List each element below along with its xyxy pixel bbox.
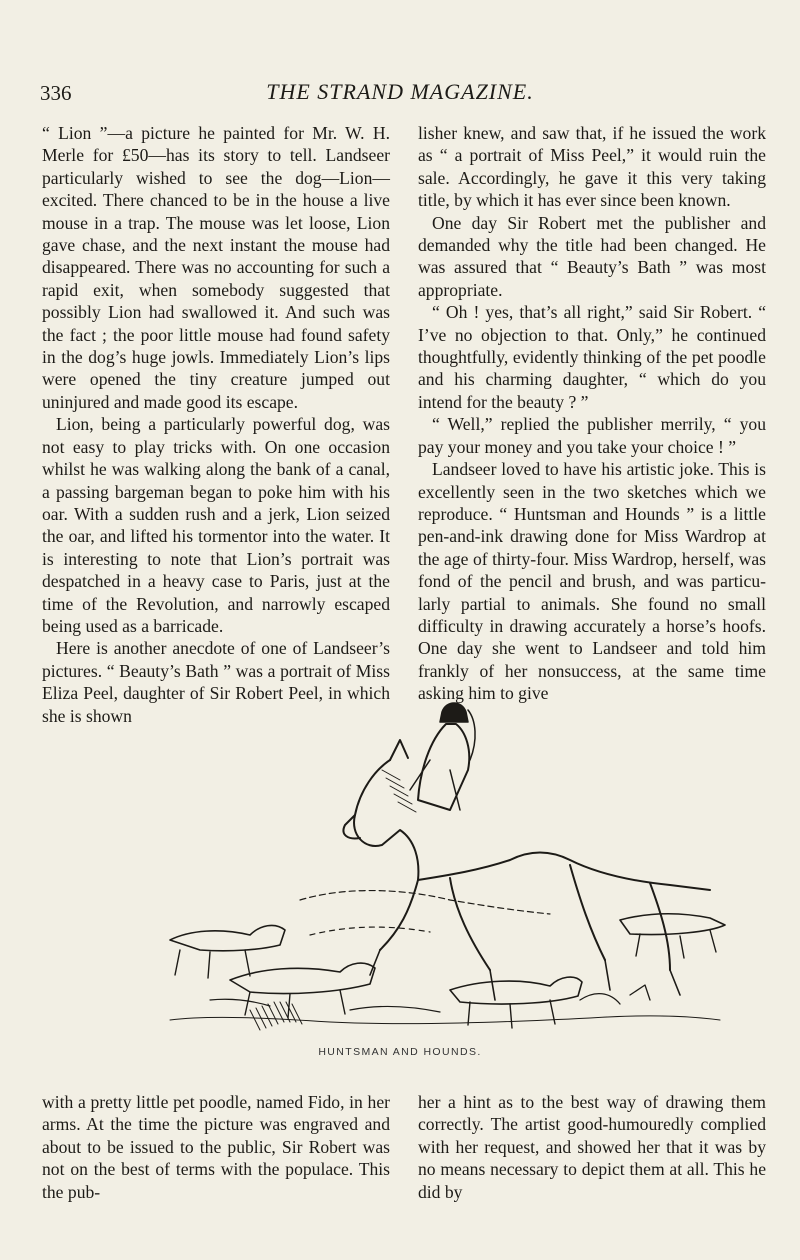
paragraph: Here is another anecdote of one of Landseer’s pictures. “ Beauty’s Bath ” was a portrait of Miss Eliza Peel, daughter of Sir Robert Peel, in which she is shown — [42, 638, 390, 726]
paragraph: “ Oh ! yes, that’s all right,” said Sir Robert. “ I’ve no objection to that. Only,” he continued thoughtfully, evidently thinking of the pet poodle and his charming daughter, “ which do you intend for the beauty ? ” — [418, 302, 766, 412]
paragraph: “ Lion ”—a picture he painted for Mr. W. H. Merle for £50—has its story to tell. Landseer particularly wished to see the dog—Lion—excited. There chanced to be in the house a live mouse in a trap. The mouse was let loose, Lion gave chase, and the next instant the mouse had disappeared. There was no accounting for such a rapid exit, when somebody suggested that possibly Lion had swallowed it. And such was the fact ; the poor little mouse had found safety in the dog’s huge jowls. Immediately Lion’s lips were opened the tiny creature jumped out uninjured and made good its escape. — [42, 123, 390, 412]
hound-middle — [230, 963, 375, 994]
paragraph: Landseer loved to have his artistic joke. This is excellently seen in the two sketches which we reproduce. “ Huntsman and Hounds ” is a little pen-and-ink drawing done for Miss Wardrop at the age of thirty-four. Miss Wardrop, herself, was fond of the pencil and brush, and was particularly partial to animals. She found no small difficulty in drawing accurately a horse’s hoofs. One day she went to Landseer and told him frankly of her nonsuccess, at the same time asking him to give — [418, 459, 766, 704]
illustration-caption: HUNTSMAN AND HOUNDS. — [318, 1046, 482, 1058]
paragraph: One day Sir Robert met the publisher and demanded why the title had been changed. He was assured that “ Beauty’s Bath ” was most appropriate. — [418, 212, 766, 300]
hound-right — [450, 977, 582, 1004]
paragraph: lisher knew, and saw that, if he issued the work as “ a portrait of Miss Peel,” it would ruin the sale. Accordingly, he gave it this very taking title, by which it has ever since been known. — [418, 123, 766, 211]
column-top-right — [418, 122, 766, 705]
paragraph: “ Well,” replied the publisher merrily, “ you pay your money and you take your choice ! ” — [418, 414, 766, 457]
paragraph: Lion, being a particularly powerful dog, was not easy to play tricks with. On one occasion whilst he was walking along the bank of a canal, a passing bargeman began to poke him with his oar. With a sudden rush and a jerk, Lion seized the oar, and lifted his tormentor into the water. It is interesting to note that Lion’s portrait was despatched in a heavy case to Paris, just at the time of the Revolution, and narrowly escaped being used as a barricade. — [42, 414, 390, 636]
paragraph: with a pretty little pet poodle, named Fido, in her arms. At the time the picture was engraved and about to be issued to the public, Sir Robert was not on the best of terms with the populace. This the pub- — [42, 1092, 390, 1202]
horse-outline — [354, 760, 710, 890]
rider-hat — [440, 703, 468, 722]
hound-left — [170, 925, 285, 950]
hound-far-right — [620, 914, 725, 935]
column-bottom-right — [418, 1091, 766, 1203]
column-top-left — [42, 122, 390, 727]
column-bottom-left — [42, 1091, 390, 1203]
page-number: 336 — [40, 81, 72, 105]
running-title: THE STRAND MAGAZINE. — [266, 79, 534, 104]
huntsman-and-hounds-illustration — [150, 700, 730, 1040]
paragraph: her a hint as to the best way of drawing them correctly. The artist good-humouredly complied with her request, and showed her that it was by no means necessary to depict them at all. This he did by — [418, 1092, 766, 1202]
